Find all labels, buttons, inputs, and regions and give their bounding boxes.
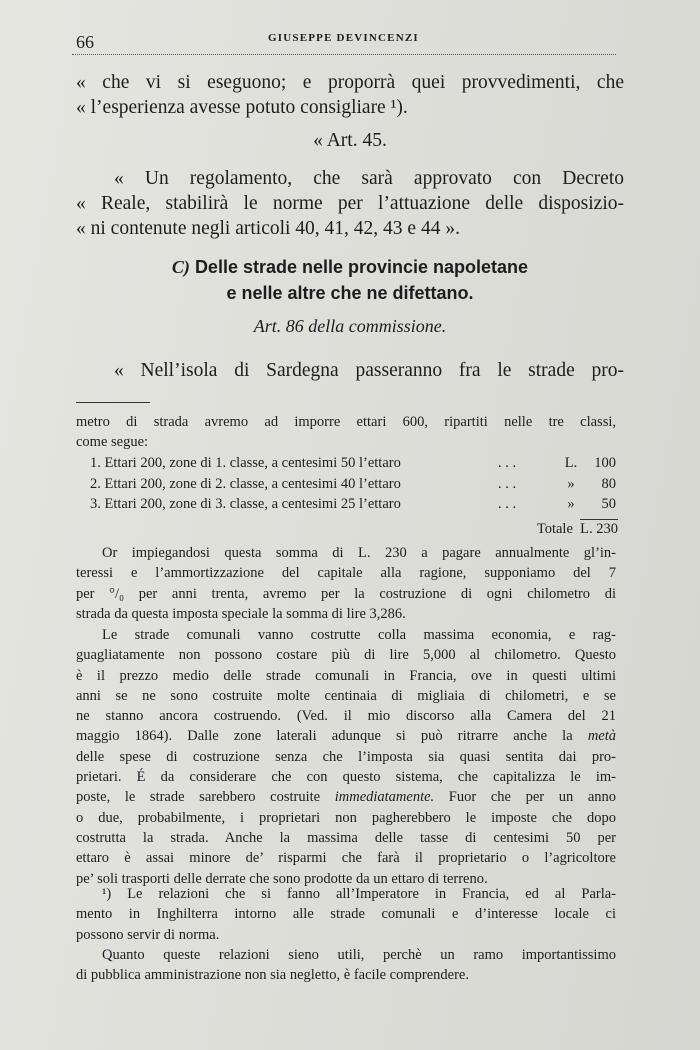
footnote xyxy=(76,884,616,985)
paragraph-line: mento in Inghilterra intorno alle strade comunali e d’interesse locale ci xyxy=(76,906,616,923)
line-text: maggio 1864). Dalle zone laterali adunque si può ritrarre anche la xyxy=(76,728,573,745)
paragraph-line: ne stanno ancora costruendo. (Ved. il mio discorso alla Camera del 21 xyxy=(76,708,616,725)
footnote-separator xyxy=(76,402,150,403)
note-paragraph-2 xyxy=(76,625,616,889)
total-value: L. 230 xyxy=(580,521,618,537)
paragraph-line: ettaro è assai minore de’ risparmi che farà il proprietario o l’agricoltore xyxy=(76,850,616,867)
section-opening xyxy=(76,358,624,383)
class-row xyxy=(90,494,616,515)
paragraph-line: possono servir di norma. xyxy=(76,926,220,943)
paragraph-line: delle spese di costruzione senza che l’imposta sia quasi sentita dai pro- xyxy=(76,748,616,765)
class-amount: 80 xyxy=(601,475,616,492)
opening-line: « Nell’isola di Sardegna passeranno fra le strade pro- xyxy=(114,360,624,381)
line-text: poste, le strade sarebbero costruite xyxy=(76,789,321,806)
quote-continuation xyxy=(76,70,624,120)
page-header xyxy=(72,28,632,54)
article-line: « Un regolamento, che sarà approvato con Decreto xyxy=(114,168,624,189)
italic-word: metà xyxy=(587,728,617,745)
line-text: Le relazioni che si fanno all’Imperatore in Francia, ed al Parla- xyxy=(127,886,617,902)
note-line: come segue: xyxy=(76,434,149,451)
class-amount: 50 xyxy=(601,496,616,512)
note-line: metro di strada avremo ad imporre ettari 600, ripartiti nelle tre classi, xyxy=(76,414,616,430)
running-head: GIUSEPPE DEVINCENZI xyxy=(268,32,419,44)
section-heading xyxy=(76,254,624,306)
class-text: 1. Ettari 200, zone di 1. classe, a centesimi 50 l’ettaro xyxy=(90,455,401,471)
total-row xyxy=(470,521,618,538)
class-dots: . . . xyxy=(498,455,517,471)
paragraph-line: di pubblica amministrazione non sia negletto, è facile comprendere. xyxy=(76,967,469,984)
class-dots: . . . xyxy=(498,496,517,512)
paragraph-line: Quanto queste relazioni sieno utili, perchè un ramo importantissimo xyxy=(102,946,616,963)
class-currency: » xyxy=(567,496,575,512)
class-amount: 100 xyxy=(594,455,616,471)
article-line: « ni contenute negli articoli 40, 41, 42, 43 e 44 ». xyxy=(76,218,460,239)
footnote-marker: ¹) xyxy=(102,886,112,902)
paragraph-line: pe’ soli trasporti delle derrate che sono prodotte da un ettaro di terreno. xyxy=(76,870,488,887)
class-currency: » xyxy=(567,475,575,492)
class-currency: L. xyxy=(564,455,578,471)
section-heading-line-2: e nelle altre che ne difettano. xyxy=(226,283,474,303)
paragraph-line: strada da questa imposta speciale la somma di lire 3,286. xyxy=(76,605,406,622)
paragraph-line: teressi e l’ammortizzazione del capitale alla ragione, supponiamo del 7 xyxy=(76,565,616,582)
paragraph-line xyxy=(76,726,616,746)
note-intro xyxy=(76,412,616,453)
paragraph-line: guagliatamente non possono costare più di lire 5,000 al chilometro. Questo xyxy=(76,647,616,664)
class-dots: . . . xyxy=(498,475,517,492)
page-number: 66 xyxy=(76,32,94,52)
section-title: Delle strade nelle provincie napoletane xyxy=(194,257,529,277)
total-label: Totale xyxy=(536,521,573,537)
class-list xyxy=(90,453,616,515)
class-text: 3. Ettari 200, zone di 3. classe, a centesimi 25 l’ettaro xyxy=(90,496,401,512)
article-line: « Reale, stabilirà le norme per l’attuazione delle disposizio- xyxy=(76,193,624,214)
article-45-body xyxy=(76,166,624,241)
paragraph-line xyxy=(76,787,616,807)
paragraph-line: per °/₀ per anni trenta, avremo per la costruzione di ogni chilometro di xyxy=(76,585,616,602)
paragraph-line: o due, probabilmente, i proprietari non pagherebbero le imposte che dopo xyxy=(76,809,616,826)
paragraph-line: Or impiegandosi questa somma di L. 230 a pagare annualmente gl’in- xyxy=(102,545,616,561)
quote-line: « che vi si eseguono; e proporrà quei provvedimenti, che xyxy=(76,72,624,93)
paragraph-line xyxy=(76,884,616,904)
line-text: Fuor che per un anno xyxy=(434,789,617,806)
class-row xyxy=(90,474,616,495)
note-paragraph-1 xyxy=(76,543,616,624)
paragraph-line: prietari. É da considerare che con questo sistema, che capitalizza le im- xyxy=(76,769,616,786)
paragraph-line: anni se ne sono costruite molte centinaia di migliaia di chilometri, e se xyxy=(76,687,616,704)
paragraph-line: è il prezzo medio delle strade comunali in Francia, ove in questi ultimi xyxy=(76,667,616,684)
class-text: 2. Ettari 200, zone di 2. classe, a centesimi 40 l’ettaro xyxy=(90,475,401,492)
paragraph-line: Le strade comunali vanno costrutte colla massima economia, e rag- xyxy=(102,627,616,643)
section-letter: C) xyxy=(171,257,190,277)
article-45-title: « Art. 45. xyxy=(313,130,387,151)
header-rule xyxy=(72,54,616,55)
section-heading-line-1 xyxy=(76,254,624,280)
paragraph-line: costrutta la strada. Anche la massima delle tasse di centesimi 50 per xyxy=(76,829,616,846)
article-caption: Art. 86 della commissione. xyxy=(253,316,447,336)
quote-line: « l’esperienza avesse potuto consigliare ¹). xyxy=(76,97,408,118)
italic-word: immediatamente. xyxy=(334,789,435,806)
class-row xyxy=(90,453,616,474)
